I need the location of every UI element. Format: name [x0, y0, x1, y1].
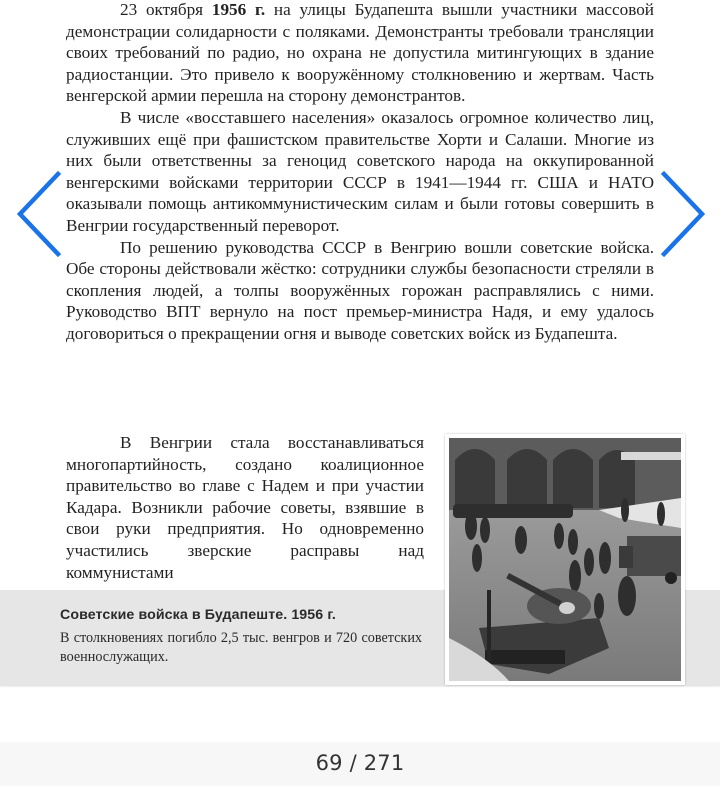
chevron-right-icon: [654, 170, 714, 260]
figure-caption-text: В столкновениях погибло 2,5 тыс. венгров и 720 советских военнослужащих.: [60, 630, 422, 665]
page-footer: [0, 742, 720, 786]
figure-photo: [449, 438, 681, 681]
figure-photo-frame: [445, 434, 685, 685]
figure-caption-title: Советские войска в Будапеште. 1956 г.: [60, 607, 336, 623]
next-page-button[interactable]: [654, 170, 714, 260]
paragraph-1-start: 23 октября: [120, 0, 212, 19]
chevron-left-icon: [8, 170, 68, 260]
previous-page-button[interactable]: [8, 170, 68, 260]
paragraph-2: В числе «восставшего населения» оказалось огромное количество лиц, служивших ещё при фашистском правительстве Хорти и Салаши. Многие из них были ответственны за геноцид советского народа на оккупированной венгерскими войсками территории СССР в 1941—1944 гг. США и НАТО оказывали помощь антикоммунистическим силам и были готовы совершить в Венгрии государственный переворот.: [66, 107, 654, 235]
photo-illustration: [449, 438, 681, 681]
page-separator: /: [349, 751, 357, 775]
page-indicator: [0, 751, 720, 775]
paragraph-1-date: 1956 г.: [211, 0, 266, 19]
side-text-column: [66, 432, 424, 583]
main-text-column: [66, 0, 654, 345]
paragraph-1: [66, 0, 654, 107]
paragraph-1-rest: на улицы Будапешта вышли участники массовой демонстрации солидарности с поляками. Демонстранты требовали трансляции своих требований по радио, но охрана не допустила митингующих в здание радиостанции. Это привело к вооружённому столкновению и жертвам. Часть венгерской армии перешла на сторону демонстрантов.: [66, 0, 654, 106]
total-pages-number: 271: [363, 751, 405, 775]
paragraph-3: По решению руководства СССР в Венгрию вошли советские войска. Обе стороны действовали жёстко: сотрудники службы безопасности стреляли в скопления людей, а толпы вооружённых горожан расправлялись с ними. Руководство ВПТ вернуло на пост премьер-министра Надя, и ему удалось договориться о прекращении огня и выводе советских войск из Будапешта.: [66, 237, 654, 343]
paragraph-4: В Венгрии стала восстанавливаться многопартийность, создано коалиционное правительство во главе с Надем и при участии Кадара. Возникли рабочие советы, взявшие в свои руки предприятия. Но одновременно участились зверские расправы над коммунистами: [66, 433, 424, 582]
photo-lamp-post: [487, 590, 491, 670]
current-page-number: 69: [315, 751, 343, 775]
